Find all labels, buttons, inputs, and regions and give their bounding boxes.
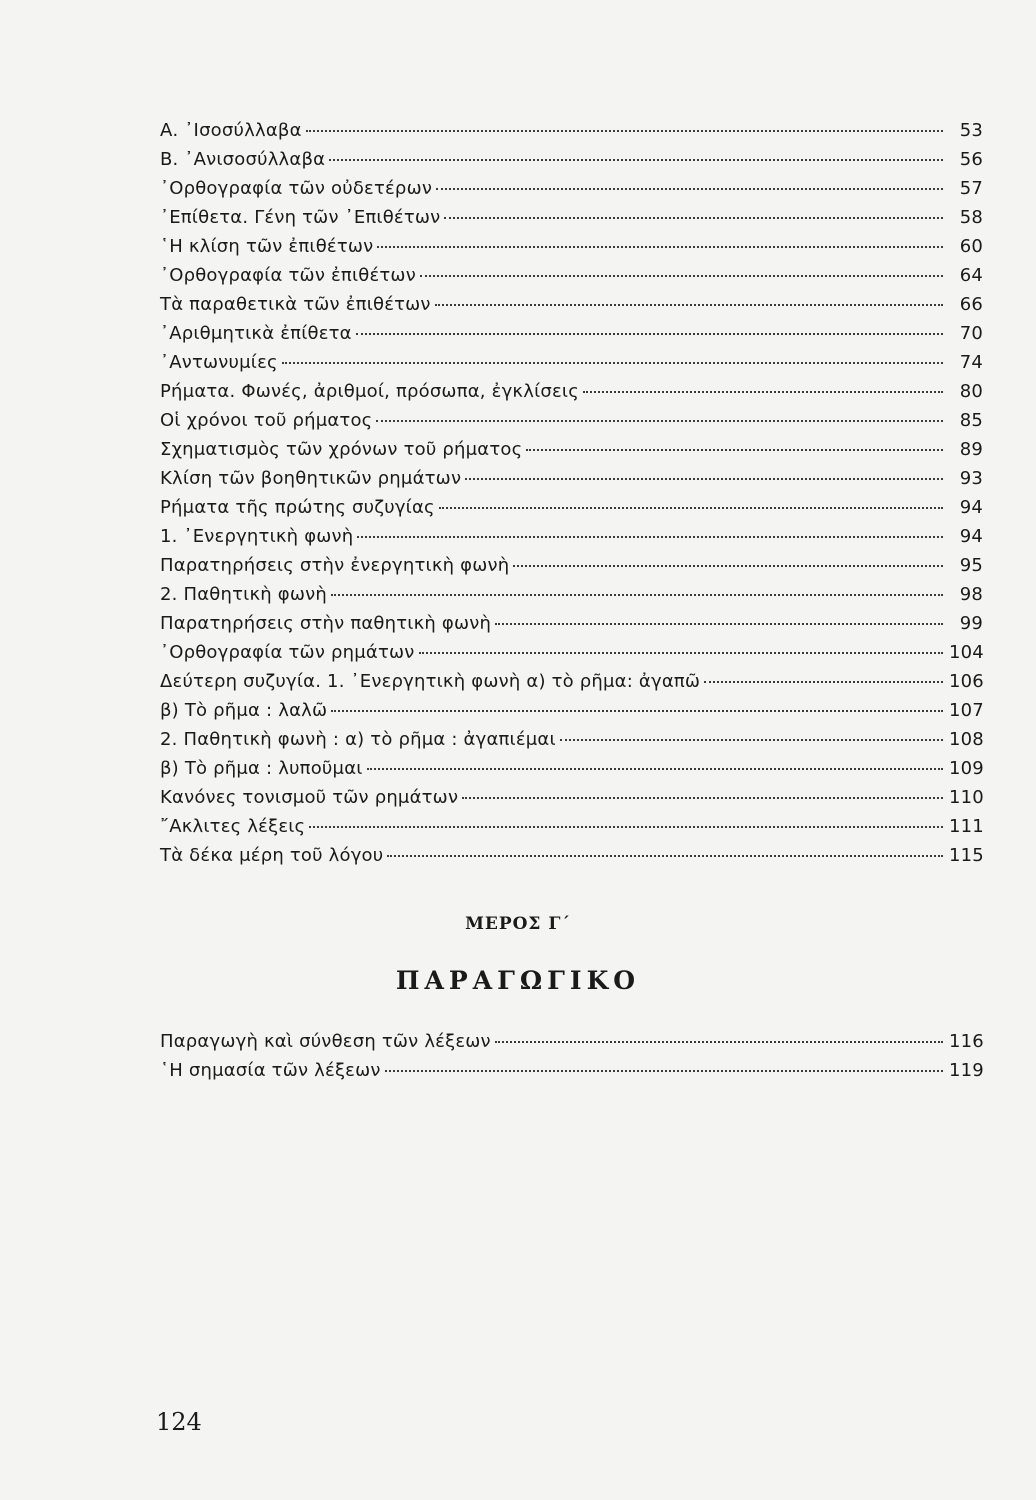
toc-entry-title: β) Τὸ ρῆμα : λαλῶ: [160, 700, 328, 721]
dot-leader: [376, 420, 943, 422]
toc-entry-page: 94: [959, 497, 983, 518]
toc-entry-page: 107: [949, 700, 984, 721]
toc-entry-title: β) Τὸ ρῆμα : λυποῦμαι: [160, 758, 363, 779]
table-of-contents-part-c: [160, 1031, 983, 1089]
toc-entry-page: 93: [959, 468, 983, 489]
dot-leader: [282, 362, 943, 364]
dot-leader: [495, 623, 943, 625]
toc-entry: [160, 207, 983, 236]
toc-entry-title: ᾽Επίθετα. Γένη τῶν ᾽Επιθέτων: [160, 207, 441, 228]
toc-entry: [160, 1031, 983, 1060]
toc-entry-page: 116: [949, 1031, 984, 1052]
dot-leader: [583, 391, 943, 393]
toc-entry: [160, 642, 983, 671]
toc-entry-title: Οἱ χρόνοι τοῦ ρήματος: [160, 410, 373, 431]
toc-entry-title: ῾Η κλίση τῶν ἐπιθέτων: [160, 236, 374, 257]
toc-entry-page: 89: [959, 439, 983, 460]
toc-entry-title: Τὰ παραθετικὰ τῶν ἐπιθέτων: [160, 294, 431, 315]
dot-leader: [465, 478, 943, 480]
toc-entry-title: Δεύτερη συζυγία. 1. ᾽Ενεργητικὴ φωνὴ α) τὸ ρῆμα: ἀγαπῶ: [160, 671, 701, 692]
toc-entry-title: Παρατηρήσεις στὴν ἐνεργητικὴ φωνὴ: [160, 555, 510, 576]
toc-entry: [160, 1060, 983, 1089]
page-number: 124: [156, 1408, 202, 1436]
dot-leader: [419, 652, 943, 654]
toc-entry-page: 109: [949, 758, 984, 779]
dot-leader: [331, 710, 943, 712]
toc-entry-page: 64: [959, 265, 983, 286]
toc-entry: [160, 671, 983, 700]
toc-entry-title: ᾽Ορθογραφία τῶν ἐπιθέτων: [160, 265, 416, 286]
toc-entry-page: 80: [959, 381, 983, 402]
toc-entry-page: 53: [959, 120, 983, 141]
toc-entry: [160, 381, 983, 410]
toc-entry-title: ῎Ακλιτες λέξεις: [160, 816, 306, 837]
dot-leader: [331, 594, 943, 596]
toc-entry-title: ᾽Ορθογραφία τῶν ρημάτων: [160, 642, 415, 663]
part-label: ΜΕΡΟΣ Γ΄: [465, 914, 571, 934]
toc-entry-page: 104: [949, 642, 984, 663]
toc-entry-page: 74: [959, 352, 983, 373]
toc-entry: [160, 526, 983, 555]
toc-entry: [160, 816, 983, 845]
toc-entry-title: ᾽Αντωνυμίες: [160, 352, 278, 373]
dot-leader: [356, 333, 943, 335]
toc-entry-title: ᾽Αριθμητικὰ ἐπίθετα: [160, 323, 352, 344]
toc-entry-title: 1. ᾽Ενεργητικὴ φωνὴ: [160, 526, 354, 547]
dot-leader: [704, 681, 943, 683]
toc-entry: [160, 758, 983, 787]
toc-entry-title: Β. ᾽Ανισοσύλλαβα: [160, 149, 326, 170]
toc-entry: [160, 410, 983, 439]
toc-entry: [160, 323, 983, 352]
toc-entry: [160, 555, 983, 584]
toc-entry-title: Α. ᾽Ισοσύλλαβα: [160, 120, 302, 141]
toc-entry-title: Ρήματα τῆς πρώτης συζυγίας: [160, 497, 435, 518]
dot-leader: [309, 826, 943, 828]
part-title: ΠΑΡΑΓΩΓΙΚΟ: [395, 966, 641, 995]
toc-entry-title: Κανόνες τονισμοῦ τῶν ρημάτων: [160, 787, 459, 808]
toc-entry-page: 108: [949, 729, 984, 750]
toc-entry-title: Τὰ δέκα μέρη τοῦ λόγου: [160, 845, 384, 866]
dot-leader: [436, 188, 943, 190]
dot-leader: [329, 159, 943, 161]
dot-leader: [513, 565, 943, 567]
toc-entry: [160, 178, 983, 207]
toc-entry-page: 99: [959, 613, 983, 634]
dot-leader: [526, 449, 943, 451]
toc-entry: [160, 845, 983, 874]
dot-leader: [420, 275, 943, 277]
toc-entry: [160, 787, 983, 816]
toc-entry: [160, 294, 983, 323]
toc-entry-page: 60: [959, 236, 983, 257]
dot-leader: [385, 1070, 943, 1072]
toc-entry: [160, 613, 983, 642]
toc-entry-page: 115: [949, 845, 984, 866]
toc-entry-title: Ρήματα. Φωνές, ἀριθμοί, πρόσωπα, ἐγκλίσεις: [160, 381, 579, 402]
toc-entry: [160, 729, 983, 758]
toc-entry-page: 110: [949, 787, 984, 808]
toc-entry-page: 119: [949, 1060, 984, 1081]
dot-leader: [444, 217, 943, 219]
toc-entry: [160, 265, 983, 294]
dot-leader: [560, 739, 943, 741]
toc-entry: [160, 120, 983, 149]
dot-leader: [306, 130, 943, 132]
toc-entry: [160, 497, 983, 526]
toc-entry-page: 111: [949, 816, 984, 837]
toc-entry-page: 57: [959, 178, 983, 199]
dot-leader: [377, 246, 943, 248]
toc-entry-page: 95: [959, 555, 983, 576]
toc-entry: [160, 439, 983, 468]
toc-entry-title: Παρατηρήσεις στὴν παθητικὴ φωνὴ: [160, 613, 492, 634]
table-of-contents: [160, 120, 983, 874]
toc-entry-page: 56: [959, 149, 983, 170]
dot-leader: [462, 797, 943, 799]
toc-entry-title: ῾Η σημασία τῶν λέξεων: [160, 1060, 381, 1081]
toc-entry-title: ᾽Ορθογραφία τῶν οὐδετέρων: [160, 178, 433, 199]
toc-entry-title: 2. Παθητικὴ φωνὴ : α) τὸ ρῆμα : ἀγαπιέμαι: [160, 729, 556, 750]
toc-entry-page: 58: [959, 207, 983, 228]
dot-leader: [495, 1041, 943, 1043]
toc-entry: [160, 584, 983, 613]
toc-entry: [160, 700, 983, 729]
toc-entry-page: 66: [959, 294, 983, 315]
dot-leader: [387, 855, 943, 857]
toc-entry-title: Παραγωγὴ καὶ σύνθεση τῶν λέξεων: [160, 1031, 491, 1052]
dot-leader: [435, 304, 943, 306]
toc-entry-page: 70: [959, 323, 983, 344]
dot-leader: [367, 768, 943, 770]
toc-entry-page: 85: [959, 410, 983, 431]
toc-entry-page: 94: [959, 526, 983, 547]
toc-entry-title: 2. Παθητικὴ φωνὴ: [160, 584, 327, 605]
toc-entry-page: 106: [949, 671, 984, 692]
toc-entry-page: 98: [959, 584, 983, 605]
dot-leader: [439, 507, 943, 509]
toc-entry: [160, 149, 983, 178]
toc-entry-title: Σχηματισμὸς τῶν χρόνων τοῦ ρήματος: [160, 439, 523, 460]
toc-entry-title: Κλίση τῶν βοηθητικῶν ρημάτων: [160, 468, 462, 489]
toc-entry: [160, 236, 983, 265]
dot-leader: [357, 536, 943, 538]
toc-entry: [160, 352, 983, 381]
toc-entry: [160, 468, 983, 497]
